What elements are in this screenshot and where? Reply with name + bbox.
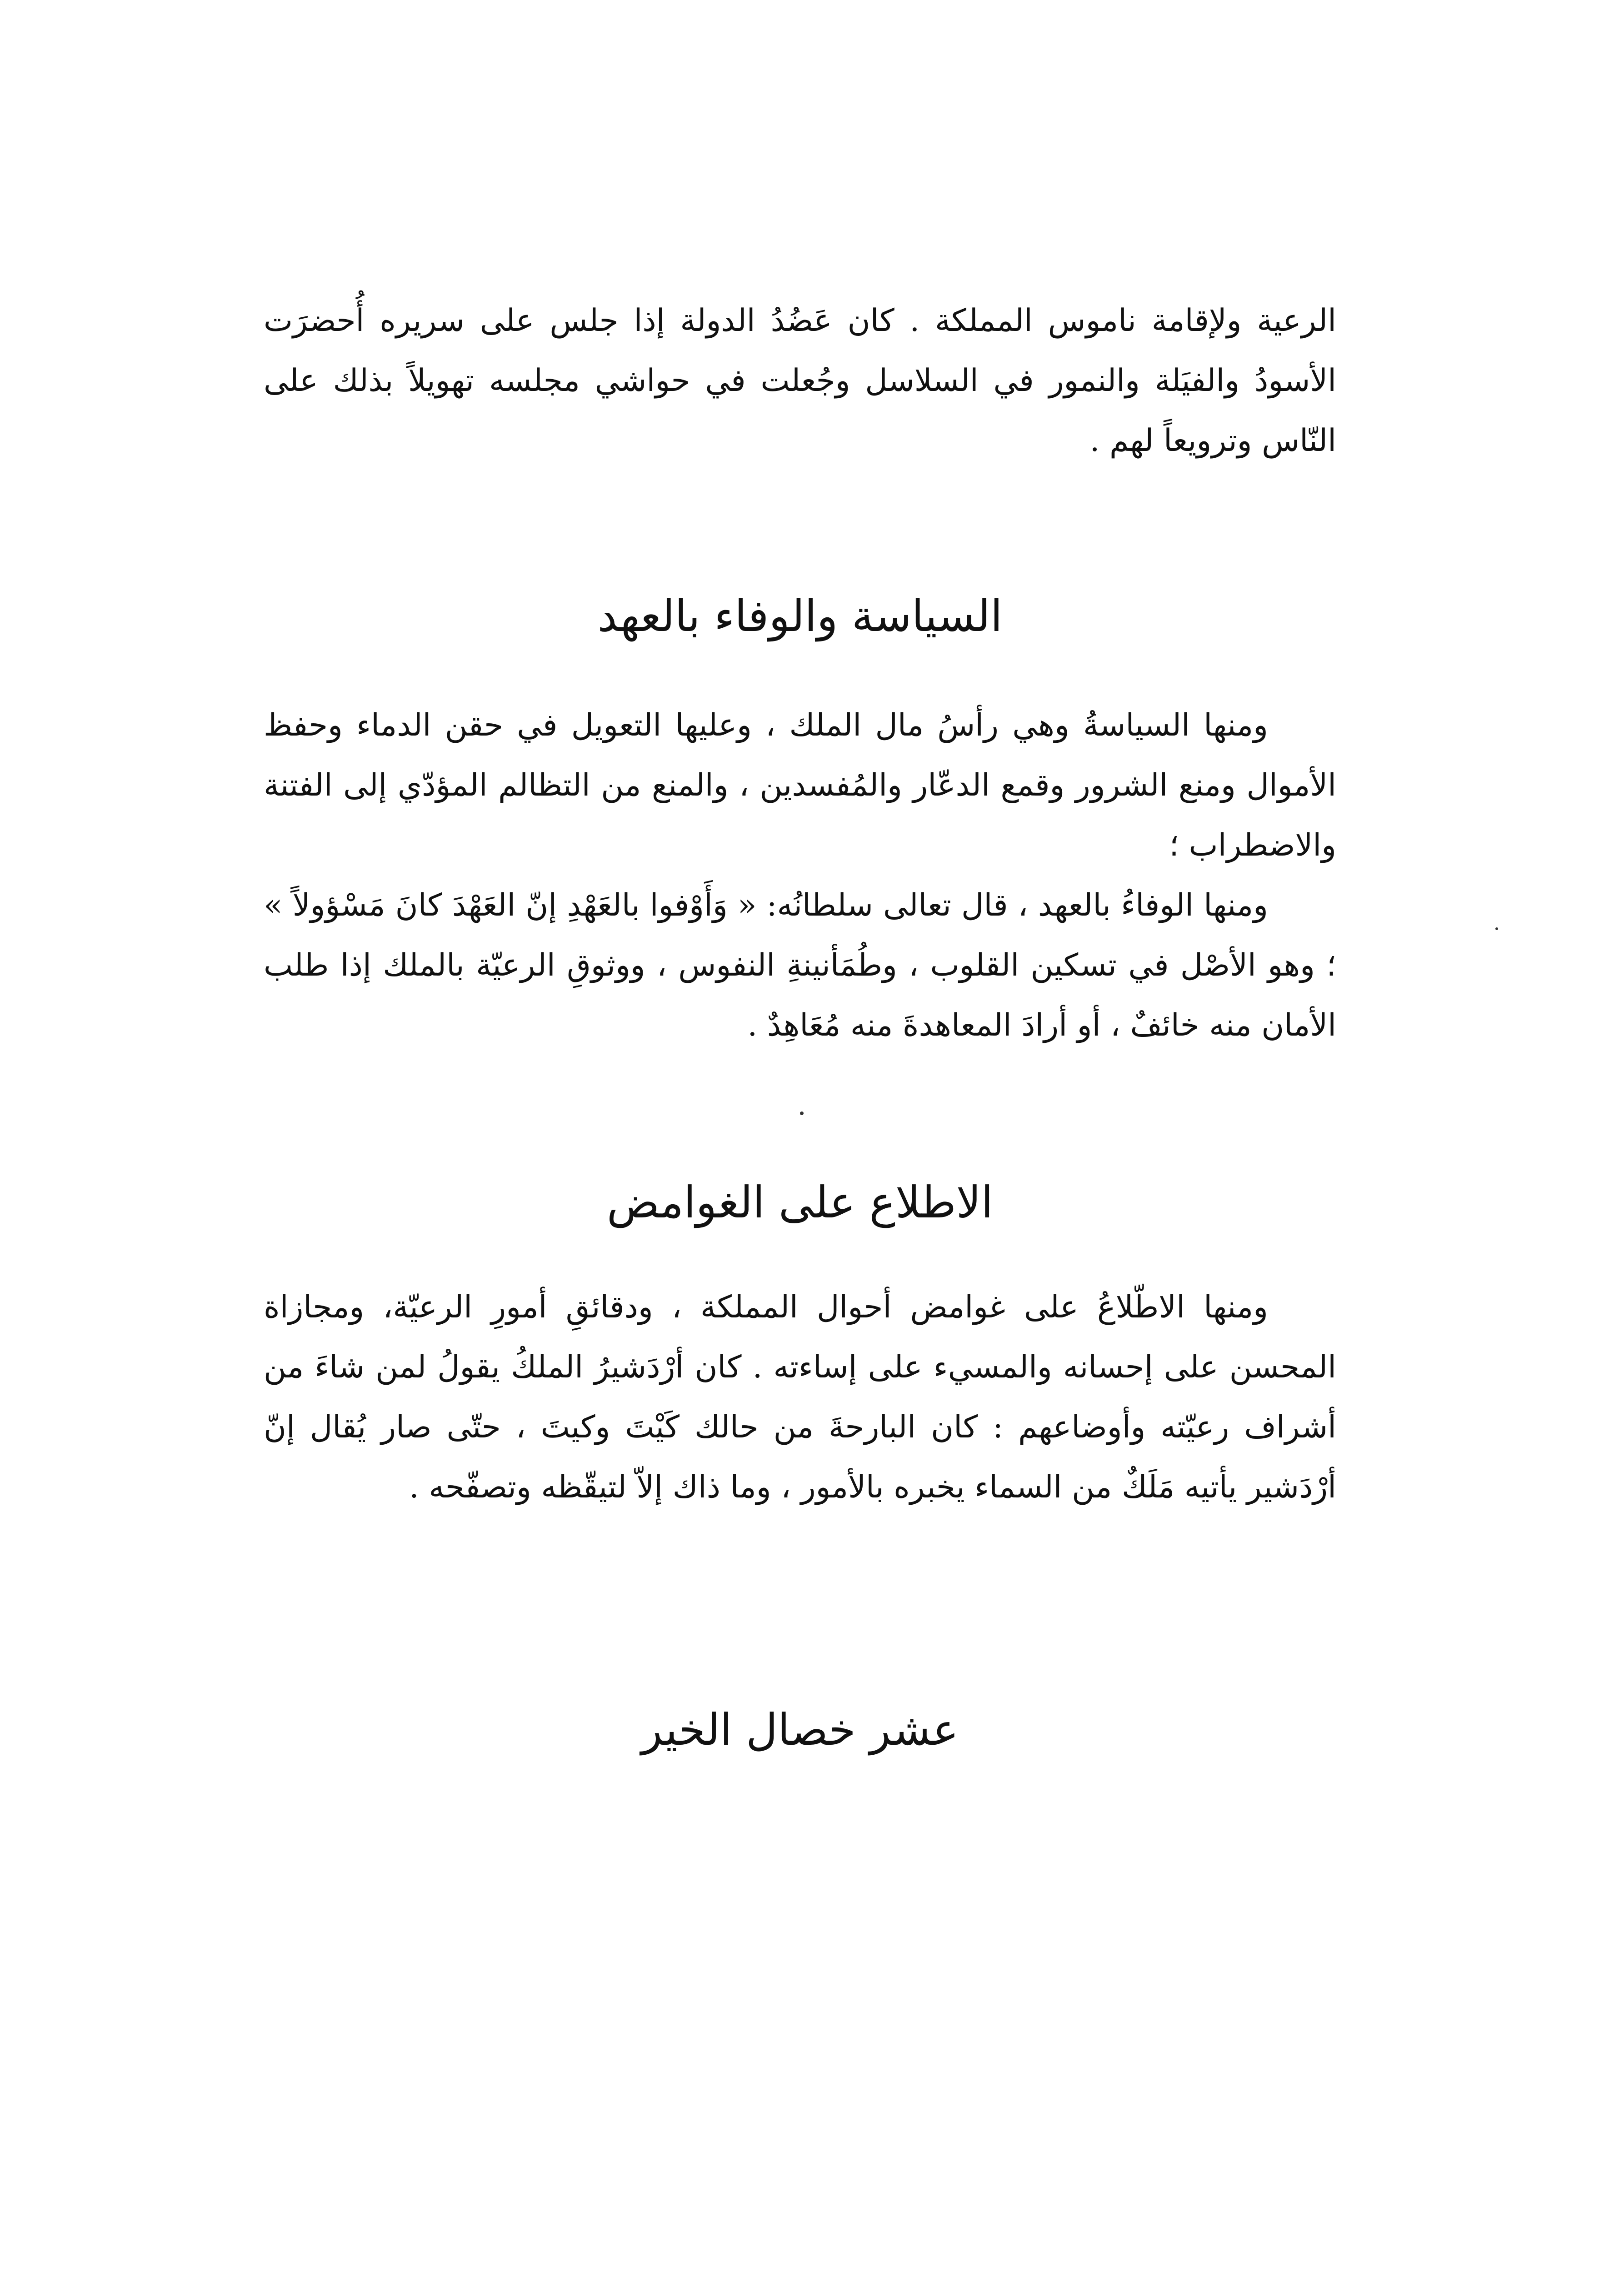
paragraph-covenant: ومنها الوفاءُ بالعهد ، قال تعالى سلطانُه: « وَأَوْفوا بالعَهْدِ إنّ العَهْدَ كانَ مَسْؤولاً » ؛ وهو الأصْل في تسكين القلوب ، وطُمَأنينةِ النفوس ، ووثوقِ الرعيّة بالملك إذا طلب الأمان منه خائفٌ ، أو أرادَ المعاهدةَ منه مُعَاهِدٌ .	[264, 887, 1336, 1043]
stray-ink-dot	[800, 1111, 804, 1115]
paragraph-insight: ومنها الاطّلاعُ على غوامض أحوال المملكة ، ودقائقِ أمورِ الرعيّة، ومجازاة المحسن على إحسانه والمسيء على إساءته . كان أرْدَشيرُ الملكُ يقولُ لمن شاءَ من أشراف رعيّته وأوضاعهم : كان البارحةَ من حالك كَيْتَ وكيتَ ، حتّى صار يُقال إنّ أرْدَشير يأتيه مَلَكٌ من السماء يخبره بالأمور ، وما ذاك إلاّ لتيقّظه وتصفّحه .	[264, 1289, 1336, 1505]
section-heading-insight: الاطلاع على الغوامض	[606, 1177, 994, 1228]
section-insight-body	[264, 1277, 1336, 1517]
section-heading-ten-virtues: عشر خصال الخير	[641, 1704, 959, 1755]
intro-paragraph: الرعية ولإقامة ناموس المملكة . كان عَضُدُ الدولة إذا جلس على سريره أُحضرَت الأسودُ والفيَلة والنمور في السلاسل وجُعلت في حواشي مجلسه تهويلاً بذلك على النّاس وترويعاً لهم .	[264, 303, 1337, 459]
margin-ink-dot	[1495, 927, 1498, 930]
intro-paragraph-block	[264, 291, 1336, 471]
section-heading-politics: السياسة والوفاء بالعهد	[597, 591, 1003, 641]
section-politics-body	[264, 696, 1336, 1056]
paragraph-politics: ومنها السياسةُ وهي رأسُ مال الملك ، وعليها التعويل في حقن الدماء وحفظ الأموال ومنع الشرور وقمع الدعّار والمُفسدين ، والمنع من التظالم المؤدّي إلى الفتنة والاضطراب ؛	[264, 707, 1336, 863]
